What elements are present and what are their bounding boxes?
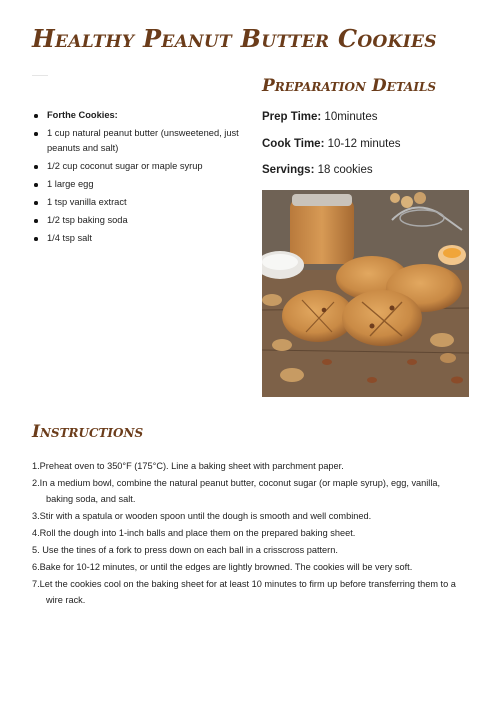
cookies-photo [262,190,469,397]
servings [262,164,373,176]
instruction-step: 2.In a medium bowl, combine the natural peanut butter, coconut sugar (or maple syrup), egg, vanilla, baking soda, and salt. [32,478,441,504]
ingredients-list [32,108,247,246]
servings-value: 18 cookies [314,164,373,176]
instruction-step: 3.Stir with a spatula or wooden spoon until the dough is smooth and well combined. [32,511,372,521]
ingredient-item: 1/2 cup coconut sugar or maple syrup [47,159,247,174]
prep-time-label: Prep Time: [262,111,322,123]
prep-details-heading: Preparation Details [262,76,437,96]
cook-time-label: Cook Time: [262,138,325,150]
instruction-step: 5. Use the tines of a fork to press down on each ball in a crisscross pattern. [32,545,338,555]
servings-label: Servings: [262,164,315,176]
prep-time [262,111,378,123]
instruction-step: 7.Let the cookies cool on the baking sheet for at least 10 minutes to firm up before transferring them to a wire rack. [32,579,456,605]
ingredient-item: 1/4 tsp salt [47,231,247,246]
instruction-step: 6.Bake for 10-12 minutes, or until the edges are lightly browned. The cookies will be very soft. [32,562,413,572]
ingredients-section [32,108,247,249]
ingredient-item: 1/2 tsp baking soda [47,213,247,228]
ingredient-item: 1 tsp vanilla extract [47,195,247,210]
instruction-step: 1.Preheat oven to 350°F (175°C). Line a baking sheet with parchment paper. [32,461,344,471]
cook-time [262,138,401,150]
instruction-step: 4.Roll the dough into 1-inch balls and place them on the prepared baking sheet. [32,528,356,538]
page-title: Healthy Peanut Butter Cookies [32,24,437,53]
cook-time-value: 10-12 minutes [324,138,401,150]
cookies-photo-illustration [262,190,469,397]
ingredient-item: 1 large egg [47,177,247,192]
prep-time-value: 10minutes [321,111,378,123]
ingredient-item: 1 cup natural peanut butter (unsweetened, just peanuts and salt) [47,126,247,156]
small-mark: ———— [32,72,48,77]
ingredients-header: Forthe Cookies: [47,108,247,123]
instructions-list [32,458,462,609]
instructions-heading: Instructions [32,422,144,442]
